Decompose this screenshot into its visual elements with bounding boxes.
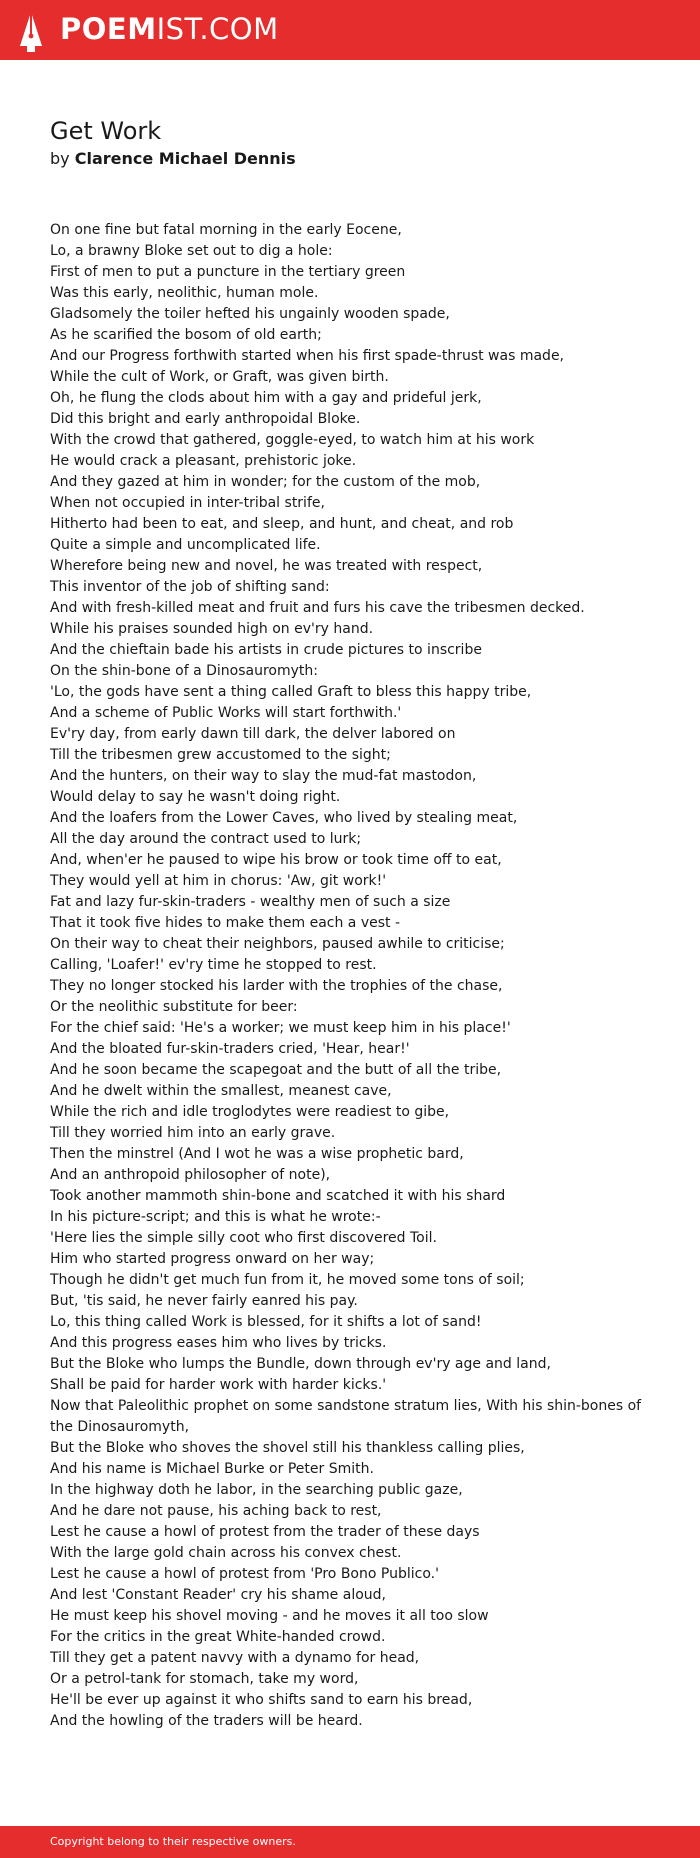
- poem-line: On the shin-bone of a Dinosauromyth:: [50, 663, 318, 679]
- poem-line: And this progress eases him who lives by tricks.: [50, 1335, 387, 1351]
- poem-line: Then the minstrel (And I wot he was a wise prophetic bard,: [50, 1146, 464, 1162]
- poem-line: But, 'tis said, he never fairly eanred his pay.: [50, 1293, 358, 1309]
- poem-line: Lo, a brawny Bloke set out to dig a hole:: [50, 243, 333, 259]
- poem-line: Quite a simple and uncomplicated life.: [50, 537, 321, 553]
- poem-line: And the loafers from the Lower Caves, who lived by stealing meat,: [50, 810, 518, 826]
- poem-line: Or the neolithic substitute for beer:: [50, 999, 298, 1015]
- poem-line: And an anthropoid philosopher of note),: [50, 1167, 331, 1183]
- poem-line: Or a petrol-tank for stomach, take my word,: [50, 1671, 359, 1687]
- poem-line: And with fresh-killed meat and fruit and furs his cave the tribesmen decked.: [50, 600, 585, 616]
- poem-line: Lest he cause a howl of protest from 'Pro Bono Publico.': [50, 1566, 439, 1582]
- poem-line: This inventor of the job of shifting sand:: [50, 579, 330, 595]
- poem-line: He'll be ever up against it who shifts sand to earn his bread,: [50, 1692, 473, 1708]
- poem-line: Calling, 'Loafer!' ev'ry time he stopped to rest.: [50, 957, 377, 973]
- poem-line: Him who started progress onward on her way;: [50, 1251, 375, 1267]
- poem-line: They no longer stocked his larder with the trophies of the chase,: [50, 978, 503, 994]
- by-prefix: by: [50, 149, 70, 168]
- poem-line: And he dwelt within the smallest, meanest cave,: [50, 1083, 392, 1099]
- poem-line: For the critics in the great White-handed crowd.: [50, 1629, 386, 1645]
- poem-line: In his picture-script; and this is what he wrote:-: [50, 1209, 381, 1225]
- poem-line: But the Bloke who lumps the Bundle, down through ev'ry age and land,: [50, 1356, 551, 1372]
- site-logo[interactable]: [60, 11, 279, 47]
- author-name: Clarence Michael Dennis: [74, 149, 296, 168]
- poem-line: And the bloated fur-skin-traders cried, 'Hear, hear!': [50, 1041, 410, 1057]
- poem-line: Shall be paid for harder work with harder kicks.': [50, 1377, 387, 1393]
- brand-light: IST.COM: [156, 12, 279, 46]
- poem-line: While the rich and idle troglodytes were readiest to gibe,: [50, 1104, 450, 1120]
- poem-line: And the howling of the traders will be heard.: [50, 1713, 363, 1729]
- poem-line: Was this early, neolithic, human mole.: [50, 285, 319, 301]
- poem-line: First of men to put a puncture in the tertiary green: [50, 264, 406, 280]
- poem-line: And they gazed at him in wonder; for the custom of the mob,: [50, 474, 481, 490]
- poem-line: All the day around the contract used to lurk;: [50, 831, 362, 847]
- poem-line: Now that Paleolithic prophet on some sandstone stratum lies, With his shin-bones of the Dinosauromyth,: [50, 1398, 642, 1435]
- poem-line: Oh, he flung the clods about him with a gay and prideful jerk,: [50, 390, 482, 406]
- poem-line: And a scheme of Public Works will start forthwith.': [50, 705, 402, 721]
- poem-line: He must keep his shovel moving - and he moves it all too slow: [50, 1608, 489, 1624]
- poem-line: And, when'er he paused to wipe his brow or took time off to eat,: [50, 852, 502, 868]
- poem-line: And the hunters, on their way to slay the mud-fat mastodon,: [50, 768, 477, 784]
- site-header: [0, 0, 700, 60]
- poem-line: While his praises sounded high on ev'ry hand.: [50, 621, 374, 637]
- brand-bold: POEM: [60, 12, 157, 46]
- poem-line: On their way to cheat their neighbors, paused awhile to criticise;: [50, 936, 505, 952]
- poem-line: Hitherto had been to eat, and sleep, and hunt, and cheat, and rob: [50, 516, 514, 532]
- poem-line: He would crack a pleasant, prehistoric joke.: [50, 453, 357, 469]
- pen-nib-icon[interactable]: [18, 10, 44, 54]
- poem-line: And lest 'Constant Reader' cry his shame aloud,: [50, 1587, 386, 1603]
- poem-title: Get Work: [50, 117, 162, 145]
- site-footer: [0, 1826, 700, 1858]
- poem-line: As he scarified the bosom of old earth;: [50, 327, 322, 343]
- poem-line: With the large gold chain across his convex chest.: [50, 1545, 402, 1561]
- poem-line: With the crowd that gathered, goggle-eyed, to watch him at his work: [50, 432, 535, 448]
- poem-line: And his name is Michael Burke or Peter Smith.: [50, 1461, 374, 1477]
- poem-line: While the cult of Work, or Graft, was given birth.: [50, 369, 389, 385]
- poem-line: Ev'ry day, from early dawn till dark, the delver labored on: [50, 726, 456, 742]
- poem-line: Gladsomely the toiler hefted his ungainly wooden spade,: [50, 306, 450, 322]
- poem-line: Did this bright and early anthropoidal Bloke.: [50, 411, 361, 427]
- poem-body: [50, 220, 650, 1732]
- poem-line: And our Progress forthwith started when his first spade-thrust was made,: [50, 348, 565, 364]
- poem-line: Fat and lazy fur-skin-traders - wealthy men of such a size: [50, 894, 451, 910]
- poem-line: 'Lo, the gods have sent a thing called Graft to bless this happy tribe,: [50, 684, 532, 700]
- poem-line: They would yell at him in chorus: 'Aw, git work!': [50, 873, 387, 889]
- poem-line: Lo, this thing called Work is blessed, for it shifts a lot of sand!: [50, 1314, 482, 1330]
- poem-line: But the Bloke who shoves the shovel still his thankless calling plies,: [50, 1440, 525, 1456]
- poem-line: Till they worried him into an early grave.: [50, 1125, 336, 1141]
- poem-line: And he dare not pause, his aching back to rest,: [50, 1503, 382, 1519]
- poem-line: On one fine but fatal morning in the early Eocene,: [50, 222, 402, 238]
- poem-line: Though he didn't get much fun from it, he moved some tons of soil;: [50, 1272, 525, 1288]
- poem-line: That it took five hides to make them each a vest -: [50, 915, 401, 931]
- poem-line: And the chieftain bade his artists in crude pictures to inscribe: [50, 642, 482, 658]
- byline: [50, 148, 296, 170]
- poem-line: Would delay to say he wasn't doing right.: [50, 789, 341, 805]
- poem-line: Till the tribesmen grew accustomed to the sight;: [50, 747, 391, 763]
- poem-line: Lest he cause a howl of protest from the trader of these days: [50, 1524, 480, 1540]
- poem-line: Wherefore being new and novel, he was treated with respect,: [50, 558, 483, 574]
- poem-line: Took another mammoth shin-bone and scatched it with his shard: [50, 1188, 506, 1204]
- poem-line: When not occupied in inter-tribal strife,: [50, 495, 325, 511]
- poem-line: Till they get a patent navvy with a dynamo for head,: [50, 1650, 420, 1666]
- poem-line: 'Here lies the simple silly coot who first discovered Toil.: [50, 1230, 437, 1246]
- poem-line: And he soon became the scapegoat and the butt of all the tribe,: [50, 1062, 502, 1078]
- poem-line: In the highway doth he labor, in the searching public gaze,: [50, 1482, 463, 1498]
- copyright-notice: Copyright belong to their respective owners.: [50, 1835, 296, 1848]
- poem-line: For the chief said: 'He's a worker; we must keep him in his place!': [50, 1020, 511, 1036]
